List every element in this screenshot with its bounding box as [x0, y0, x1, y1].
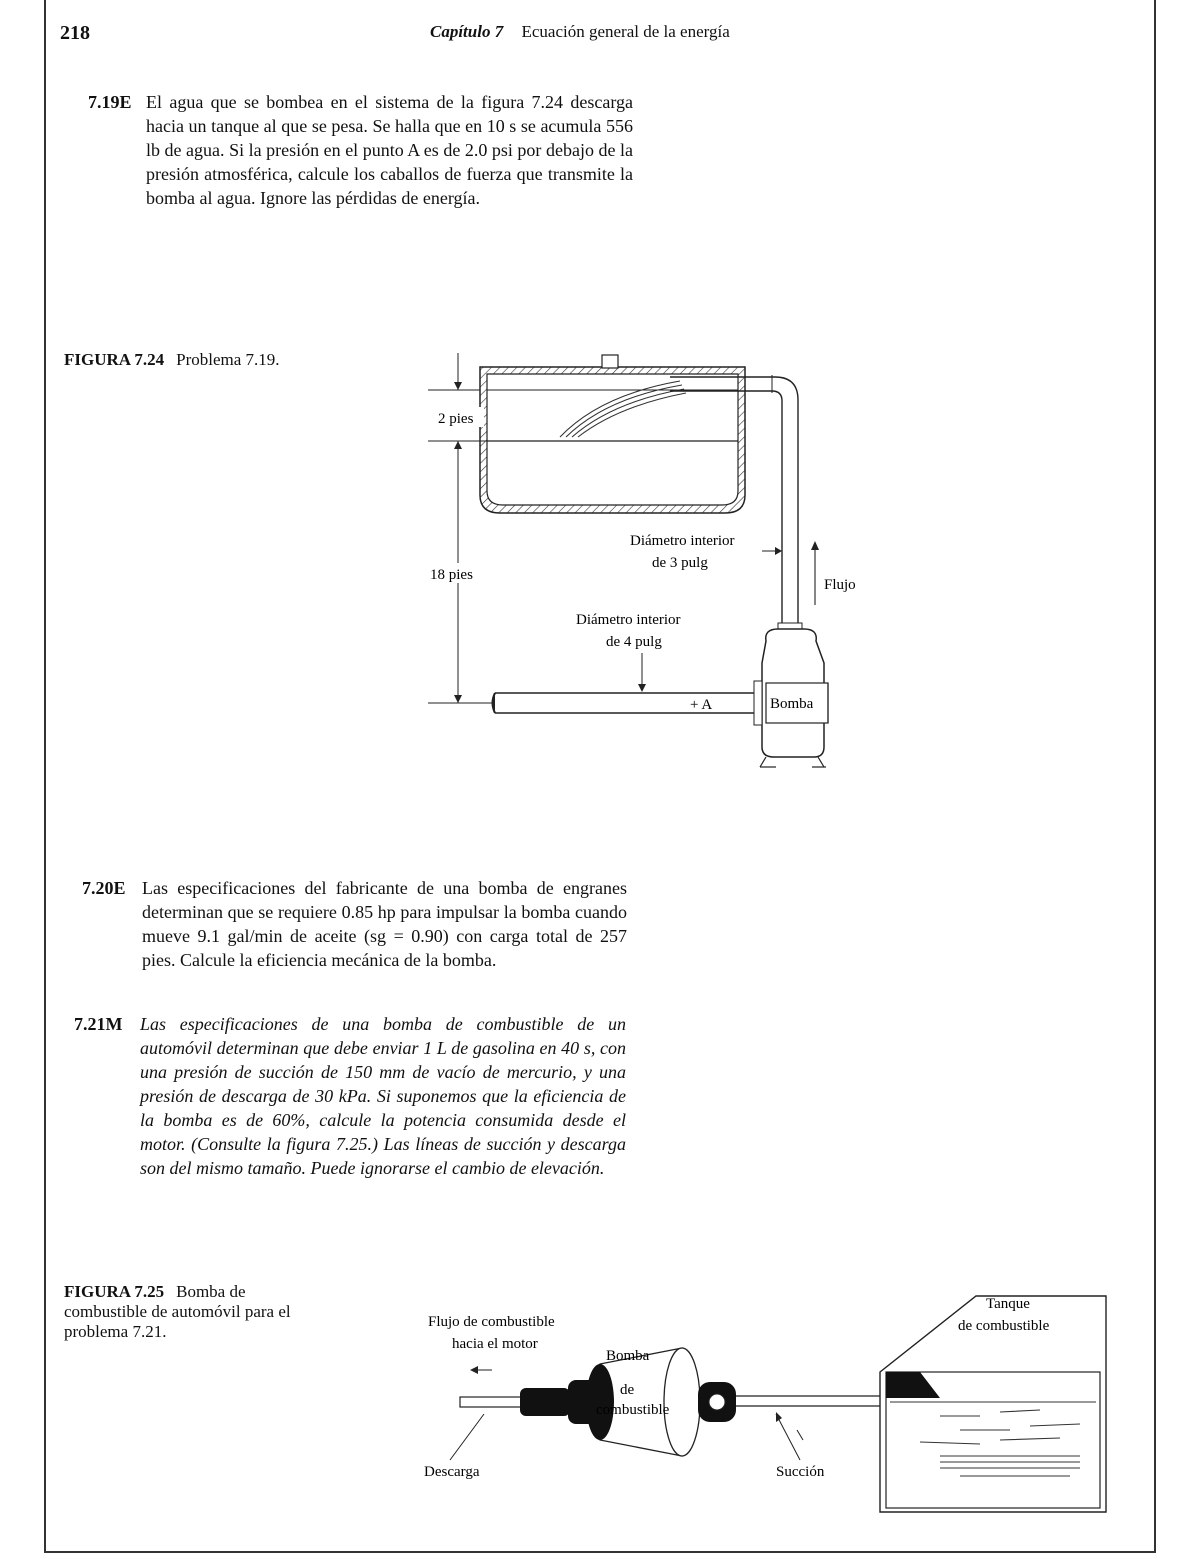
figure-label: FIGURA 7.24 [64, 350, 165, 369]
pump-label-2: de [620, 1382, 635, 1398]
problem-text: Las especificaciones de una bomba de combustible de un automóvil determinan que debe enviar 1 L de gasolina en 40 s, con una presión de succión de 150 mm de vacío de mercurio, y una presión de descarga de 30 kPa. Si suponemos que la eficiencia de la bomba es de 60%, calcule la potencia consumida desde el motor. (Consulte la figura 7.25.) Las líneas de succión y descarga son del mismo tamaño. Puede ignorarse el cambio de elevación. [140, 1014, 626, 1178]
problem-number: 7.20E [82, 878, 126, 898]
suction-label: Succión [776, 1464, 825, 1480]
point-a-label: + A [690, 697, 713, 713]
problem-number: 7.19E [88, 92, 132, 112]
tank-label-1: Tanque [986, 1296, 1030, 1312]
figure-7-25-diagram [420, 1290, 1132, 1530]
page-number: 218 [60, 22, 90, 44]
suction-diameter-size: de 4 pulg [606, 634, 662, 650]
figure-caption-text: Problema 7.19. [176, 350, 280, 369]
fuel-tank [880, 1296, 1106, 1512]
chapter-title: Ecuación general de la energía [521, 22, 730, 41]
discharge-label: Descarga [424, 1464, 480, 1480]
chapter-label: Capítulo 7 [430, 22, 504, 41]
flow-to-engine-label-1: Flujo de combustible [428, 1314, 555, 1330]
pump-label-1: Bomba [606, 1348, 650, 1364]
discharge-diameter-label: Diámetro interior [630, 533, 735, 549]
problem-number: 7.21M [74, 1014, 123, 1034]
figure-7-24-diagram [420, 345, 880, 785]
running-header [430, 22, 730, 42]
pump-label-3: combustible [596, 1402, 670, 1418]
discharge-diameter-size: de 3 pulg [652, 555, 708, 571]
figure-caption-text: Bomba de combustible de automóvil para el problema 7.21. [64, 1282, 291, 1341]
figure-7-25-caption [64, 1282, 324, 1342]
suction-pipe [493, 693, 755, 713]
pump [754, 629, 828, 767]
suction-diameter-label: Diámetro interior [576, 612, 681, 628]
tank-label-2: de combustible [958, 1318, 1050, 1334]
height-total-label: 18 pies [430, 567, 473, 583]
problem-7-21 [74, 1012, 626, 1180]
height-top-label: 2 pies [438, 411, 474, 427]
flow-to-engine-label-2: hacia el motor [452, 1336, 538, 1352]
problem-text: Las especificaciones del fabricante de una bomba de engranes determinan que se requiere 0.85 hp para impulsar la bomba cuando mueve 9.1 gal/min de aceite (sg = 0.90) con carga total de 257 pies. Calcule la eficiencia mecánica de la bomba. [142, 878, 627, 970]
problem-7-19 [88, 90, 633, 210]
problem-text: El agua que se bombea en el sistema de la figura 7.24 descarga hacia un tanque al que se pesa. Se halla que en 10 s se acumula 556 lb de agua. Si la presión en el punto A es de 2.0 psi por debajo de la presión atmosférica, calcule los caballos de fuerza que transmite la bomba al agua. Ignore las pérdidas de energía. [146, 92, 633, 208]
fuel-pump [586, 1348, 700, 1456]
figure-7-24-caption [64, 350, 280, 370]
figure-label: FIGURA 7.25 [64, 1282, 165, 1301]
discharge-line [460, 1380, 598, 1424]
problem-7-20 [82, 876, 627, 972]
flow-label: Flujo [824, 577, 856, 593]
pump-label: Bomba [770, 696, 814, 712]
tank [480, 355, 745, 513]
